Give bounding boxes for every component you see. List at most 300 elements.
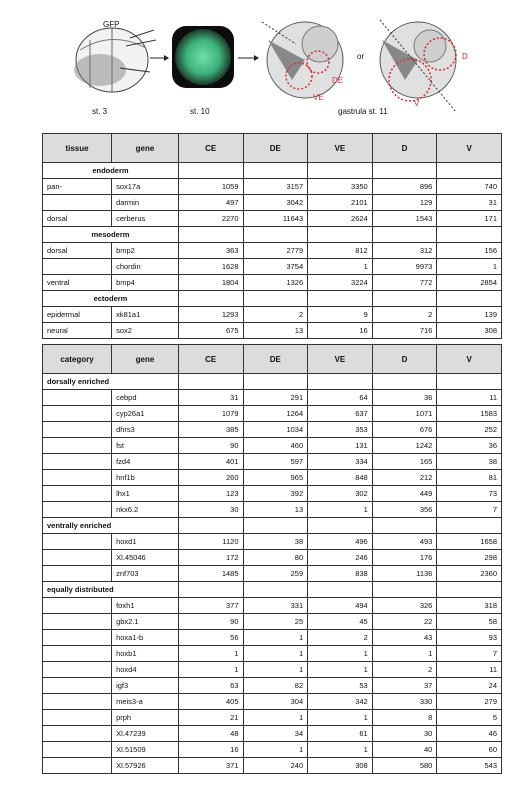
gene-cell: cerberus [112, 211, 179, 227]
empty-cell [437, 163, 502, 179]
table-row [43, 486, 502, 502]
table-row [43, 662, 502, 678]
value-cell: 2270 [178, 211, 243, 227]
value-cell: 61 [308, 726, 373, 742]
empty-cell [437, 291, 502, 307]
empty-cell [308, 582, 373, 598]
gene-cell: Xl.47239 [112, 726, 179, 742]
empty-cell [243, 582, 308, 598]
value-cell: 460 [243, 438, 308, 454]
section-title: equally distributed [43, 582, 179, 598]
table-row [43, 195, 502, 211]
empty-cell [308, 518, 373, 534]
value-cell: 36 [372, 390, 437, 406]
gene-cell: cyp26a1 [112, 406, 179, 422]
value-cell: 11 [437, 390, 502, 406]
table-row [43, 422, 502, 438]
value-cell: 2624 [308, 211, 373, 227]
table-row [43, 646, 502, 662]
value-cell: 90 [178, 438, 243, 454]
tissue-cell: pan- [43, 179, 112, 195]
value-cell: 377 [178, 598, 243, 614]
col-header: V [437, 134, 502, 163]
value-cell: 11643 [243, 211, 308, 227]
value-cell: 772 [372, 275, 437, 291]
empty-cell [243, 227, 308, 243]
value-cell: 16 [178, 742, 243, 758]
value-cell: 22 [372, 614, 437, 630]
table-row [43, 243, 502, 259]
value-cell: 637 [308, 406, 373, 422]
value-cell: 1242 [372, 438, 437, 454]
category-cell [43, 486, 112, 502]
table-row [43, 259, 502, 275]
empty-cell [437, 518, 502, 534]
table-row [43, 406, 502, 422]
value-cell: 1 [178, 646, 243, 662]
empty-cell [178, 582, 243, 598]
value-cell: 171 [437, 211, 502, 227]
section-title: dorsally enriched [43, 374, 179, 390]
value-cell: 494 [308, 598, 373, 614]
value-cell: 37 [372, 678, 437, 694]
value-cell: 493 [372, 534, 437, 550]
value-cell: 1 [308, 742, 373, 758]
value-cell: 1628 [178, 259, 243, 275]
gene-cell: cebpd [112, 390, 179, 406]
region-label-ve: VE [313, 93, 324, 102]
value-cell: 58 [437, 614, 502, 630]
col-header: CE [178, 345, 243, 374]
value-cell: 13 [243, 502, 308, 518]
empty-cell [372, 374, 437, 390]
table-row [43, 307, 502, 323]
value-cell: 543 [437, 758, 502, 774]
value-cell: 7 [437, 502, 502, 518]
value-cell: 3224 [308, 275, 373, 291]
value-cell: 246 [308, 550, 373, 566]
value-cell: 165 [372, 454, 437, 470]
value-cell: 1 [243, 646, 308, 662]
embryo-illustration [0, 0, 524, 128]
section-row [43, 291, 502, 307]
empty-cell [372, 163, 437, 179]
value-cell: 2 [372, 662, 437, 678]
col-header: D [372, 345, 437, 374]
value-cell: 838 [308, 566, 373, 582]
value-cell: 38 [243, 534, 308, 550]
empty-cell [243, 291, 308, 307]
table-row [43, 454, 502, 470]
gene-cell: Xl.51509 [112, 742, 179, 758]
value-cell: 371 [178, 758, 243, 774]
section-row [43, 582, 502, 598]
gene-cell: foxh1 [112, 598, 179, 614]
value-cell: 30 [372, 726, 437, 742]
value-cell: 11 [437, 662, 502, 678]
gene-cell: meis3-a [112, 694, 179, 710]
value-cell: 896 [372, 179, 437, 195]
value-cell: 1 [243, 630, 308, 646]
gene-cell: prph [112, 710, 179, 726]
value-cell: 240 [243, 758, 308, 774]
value-cell: 330 [372, 694, 437, 710]
empty-cell [243, 374, 308, 390]
value-cell: 334 [308, 454, 373, 470]
empty-cell [437, 582, 502, 598]
value-cell: 260 [178, 470, 243, 486]
gene-cell: bmp4 [112, 275, 179, 291]
value-cell: 1 [308, 259, 373, 275]
tissue-cell: epidermal [43, 307, 112, 323]
value-cell: 449 [372, 486, 437, 502]
value-cell: 716 [372, 323, 437, 339]
table-row [43, 614, 502, 630]
table-row [43, 438, 502, 454]
value-cell: 405 [178, 694, 243, 710]
value-cell: 1 [308, 710, 373, 726]
category-cell [43, 630, 112, 646]
value-cell: 298 [437, 550, 502, 566]
or-label: or [357, 52, 365, 61]
gene-cell: chordin [112, 259, 179, 275]
category-cell [43, 742, 112, 758]
section-row [43, 518, 502, 534]
value-cell: 308 [437, 323, 502, 339]
gene-cell: hoxd1 [112, 534, 179, 550]
table-row [43, 211, 502, 227]
gastrula-left [262, 22, 343, 98]
gene-cell: sox17a [112, 179, 179, 195]
table-row [43, 179, 502, 195]
value-cell: 1120 [178, 534, 243, 550]
table-row [43, 470, 502, 486]
category-cell [43, 678, 112, 694]
value-cell: 2 [243, 307, 308, 323]
value-cell: 131 [308, 438, 373, 454]
category-cell [43, 614, 112, 630]
table-row [43, 390, 502, 406]
value-cell: 7 [437, 646, 502, 662]
category-cell [43, 646, 112, 662]
value-cell: 1136 [372, 566, 437, 582]
value-cell: 1658 [437, 534, 502, 550]
value-cell: 212 [372, 470, 437, 486]
value-cell: 38 [437, 454, 502, 470]
gene-cell: Xl.45046 [112, 550, 179, 566]
empty-cell [308, 163, 373, 179]
value-cell: 291 [243, 390, 308, 406]
value-cell: 1485 [178, 566, 243, 582]
category-cell [43, 566, 112, 582]
value-cell: 812 [308, 243, 373, 259]
gene-cell: hoxb1 [112, 646, 179, 662]
value-cell: 2854 [437, 275, 502, 291]
value-cell: 3754 [243, 259, 308, 275]
empty-cell [308, 374, 373, 390]
value-cell: 2779 [243, 243, 308, 259]
empty-cell [178, 163, 243, 179]
gene-cell: fzd4 [112, 454, 179, 470]
section-title: mesoderm [43, 227, 179, 243]
empty-cell [437, 374, 502, 390]
col-header: CE [178, 134, 243, 163]
table-row [43, 566, 502, 582]
tissue-cell: ventral [43, 275, 112, 291]
table-row [43, 534, 502, 550]
value-cell: 34 [243, 726, 308, 742]
col-header: VE [308, 345, 373, 374]
value-cell: 259 [243, 566, 308, 582]
category-cell [43, 454, 112, 470]
gfp-label: GFP [103, 20, 120, 29]
value-cell: 1583 [437, 406, 502, 422]
value-cell: 5 [437, 710, 502, 726]
section-row [43, 227, 502, 243]
gene-cell: dhrs3 [112, 422, 179, 438]
category-cell [43, 710, 112, 726]
table-row [43, 550, 502, 566]
col-header: DE [243, 134, 308, 163]
value-cell: 676 [372, 422, 437, 438]
category-cell [43, 406, 112, 422]
category-cell [43, 694, 112, 710]
empty-cell [178, 374, 243, 390]
value-cell: 80 [243, 550, 308, 566]
empty-cell [372, 582, 437, 598]
value-cell: 1059 [178, 179, 243, 195]
value-cell: 1543 [372, 211, 437, 227]
table-row [43, 742, 502, 758]
value-cell: 3042 [243, 195, 308, 211]
table-row [43, 598, 502, 614]
value-cell: 1293 [178, 307, 243, 323]
value-cell: 312 [372, 243, 437, 259]
value-cell: 1 [243, 742, 308, 758]
value-cell: 496 [308, 534, 373, 550]
value-cell: 2360 [437, 566, 502, 582]
value-cell: 302 [308, 486, 373, 502]
value-cell: 353 [308, 422, 373, 438]
value-cell: 1 [243, 710, 308, 726]
value-cell: 1 [372, 646, 437, 662]
empty-cell [372, 518, 437, 534]
value-cell: 24 [437, 678, 502, 694]
value-cell: 385 [178, 422, 243, 438]
value-cell: 176 [372, 550, 437, 566]
value-cell: 3157 [243, 179, 308, 195]
value-cell: 64 [308, 390, 373, 406]
st3-embryo [74, 28, 156, 92]
section-title: endoderm [43, 163, 179, 179]
stage-label-11: gastrula st. 11 [338, 107, 388, 116]
value-cell: 46 [437, 726, 502, 742]
table-header-row [43, 345, 502, 374]
table-row [43, 678, 502, 694]
value-cell: 25 [243, 614, 308, 630]
value-cell: 43 [372, 630, 437, 646]
value-cell: 1326 [243, 275, 308, 291]
value-cell: 48 [178, 726, 243, 742]
table-row [43, 758, 502, 774]
value-cell: 63 [178, 678, 243, 694]
value-cell: 36 [437, 438, 502, 454]
gene-cell: znf703 [112, 566, 179, 582]
empty-cell [372, 291, 437, 307]
value-cell: 31 [178, 390, 243, 406]
empty-cell [178, 227, 243, 243]
col-header: category [43, 345, 112, 374]
enriched-genes-table [42, 344, 502, 774]
section-title: ectoderm [43, 291, 179, 307]
gene-cell: lhx1 [112, 486, 179, 502]
value-cell: 497 [178, 195, 243, 211]
col-header: gene [112, 345, 179, 374]
value-cell: 401 [178, 454, 243, 470]
value-cell: 2101 [308, 195, 373, 211]
category-cell [43, 438, 112, 454]
value-cell: 129 [372, 195, 437, 211]
value-cell: 1264 [243, 406, 308, 422]
value-cell: 13 [243, 323, 308, 339]
gene-cell: xk81a1 [112, 307, 179, 323]
col-header: DE [243, 345, 308, 374]
tissue-cell: dorsal [43, 243, 112, 259]
category-cell [43, 726, 112, 742]
tissue-cell [43, 259, 112, 275]
col-header: tissue [43, 134, 112, 163]
marker-genes-table [42, 133, 502, 339]
gene-cell: nkx6.2 [112, 502, 179, 518]
tissue-cell [43, 195, 112, 211]
value-cell: 363 [178, 243, 243, 259]
value-cell: 93 [437, 630, 502, 646]
value-cell: 1 [308, 662, 373, 678]
value-cell: 304 [243, 694, 308, 710]
value-cell: 21 [178, 710, 243, 726]
gene-cell: igf3 [112, 678, 179, 694]
table-row [43, 694, 502, 710]
empty-cell [178, 518, 243, 534]
value-cell: 2 [308, 630, 373, 646]
tissue-cell: dorsal [43, 211, 112, 227]
value-cell: 45 [308, 614, 373, 630]
value-cell: 1 [437, 259, 502, 275]
section-title: ventrally enriched [43, 518, 179, 534]
value-cell: 8 [372, 710, 437, 726]
empty-cell [178, 291, 243, 307]
value-cell: 2 [372, 307, 437, 323]
value-cell: 172 [178, 550, 243, 566]
value-cell: 9973 [372, 259, 437, 275]
value-cell: 139 [437, 307, 502, 323]
value-cell: 1 [243, 662, 308, 678]
value-cell: 1 [308, 646, 373, 662]
empty-cell [308, 227, 373, 243]
table-header-row [43, 134, 502, 163]
section-row [43, 374, 502, 390]
table-row [43, 502, 502, 518]
category-cell [43, 502, 112, 518]
value-cell: 81 [437, 470, 502, 486]
table-row [43, 275, 502, 291]
embryo-figure [0, 0, 524, 128]
category-cell [43, 390, 112, 406]
table-row [43, 630, 502, 646]
value-cell: 9 [308, 307, 373, 323]
category-cell [43, 422, 112, 438]
value-cell: 1 [308, 502, 373, 518]
table-row [43, 726, 502, 742]
value-cell: 53 [308, 678, 373, 694]
category-cell [43, 534, 112, 550]
table-row [43, 323, 502, 339]
value-cell: 90 [178, 614, 243, 630]
value-cell: 123 [178, 486, 243, 502]
value-cell: 40 [372, 742, 437, 758]
section-row [43, 163, 502, 179]
category-cell [43, 662, 112, 678]
category-cell [43, 550, 112, 566]
value-cell: 60 [437, 742, 502, 758]
value-cell: 356 [372, 502, 437, 518]
gene-cell: darmin [112, 195, 179, 211]
value-cell: 1079 [178, 406, 243, 422]
empty-cell [437, 227, 502, 243]
gene-cell: hoxa1-b [112, 630, 179, 646]
value-cell: 279 [437, 694, 502, 710]
gene-cell: gbx2.1 [112, 614, 179, 630]
value-cell: 73 [437, 486, 502, 502]
value-cell: 326 [372, 598, 437, 614]
col-header: V [437, 345, 502, 374]
tissue-cell: neural [43, 323, 112, 339]
value-cell: 740 [437, 179, 502, 195]
st10-embryo [172, 26, 234, 88]
value-cell: 1034 [243, 422, 308, 438]
gene-cell: sox2 [112, 323, 179, 339]
value-cell: 30 [178, 502, 243, 518]
value-cell: 31 [437, 195, 502, 211]
gene-cell: fst [112, 438, 179, 454]
value-cell: 3350 [308, 179, 373, 195]
value-cell: 1 [178, 662, 243, 678]
category-cell [43, 470, 112, 486]
value-cell: 675 [178, 323, 243, 339]
gene-cell: hnf1b [112, 470, 179, 486]
value-cell: 1804 [178, 275, 243, 291]
col-header: gene [112, 134, 179, 163]
value-cell: 56 [178, 630, 243, 646]
col-header: VE [308, 134, 373, 163]
value-cell: 331 [243, 598, 308, 614]
value-cell: 82 [243, 678, 308, 694]
region-label-d: D [462, 52, 468, 61]
col-header: D [372, 134, 437, 163]
value-cell: 1071 [372, 406, 437, 422]
empty-cell [243, 163, 308, 179]
value-cell: 965 [243, 470, 308, 486]
value-cell: 342 [308, 694, 373, 710]
category-cell [43, 758, 112, 774]
category-cell [43, 598, 112, 614]
table-row [43, 710, 502, 726]
value-cell: 156 [437, 243, 502, 259]
value-cell: 318 [437, 598, 502, 614]
gene-cell: bmp2 [112, 243, 179, 259]
region-label-v: V [414, 99, 420, 108]
stage-label-3: st. 3 [92, 107, 108, 116]
